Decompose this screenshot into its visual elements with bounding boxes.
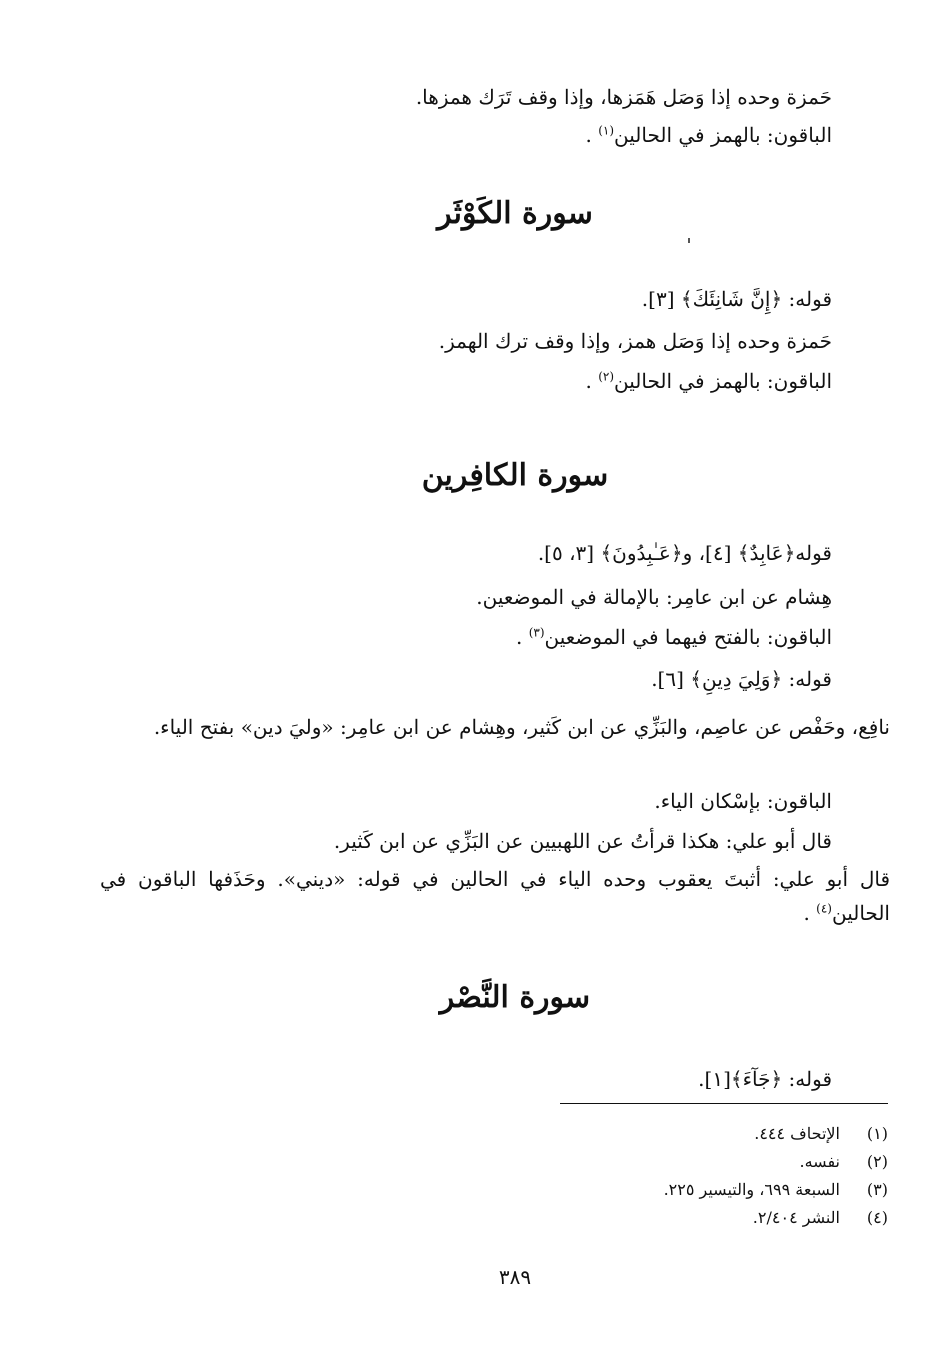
text-line: قوله﴿عَابِدٌ﴾ [٤]، و﴿عَـٰبِدُونَ﴾ [٣، ٥].	[537, 541, 832, 565]
footnote: (٤)النشر ٢/٤٠٤.	[752, 1208, 888, 1227]
text-line: قوله: ﴿إِنَّ شَانِئَكَ﴾ [٣].	[641, 287, 832, 311]
text-line: الباقون: بالفتح فيهما في الموضعين$^{(٣)}$ .	[515, 625, 832, 649]
footnote: (٣)السبعة ٦٩٩، والتيسير ٢٢٥.	[663, 1180, 888, 1199]
footnote-ref: (٣)	[528, 625, 545, 640]
ink-speck	[688, 238, 690, 243]
text-line: الباقون: بالهمز في الحالين$^{(٢)}$ .	[585, 369, 832, 393]
footnote-ref: (١)	[598, 123, 615, 138]
footnote-ref: (٤)	[816, 901, 832, 916]
text-line: قوله: ﴿وَلِيَ دِينِ﴾ [٦].	[651, 667, 832, 691]
surah-heading: سورة الكافِرين	[421, 458, 609, 493]
footnote-ref: (٢)	[598, 369, 615, 384]
page-number: ٣٨٩	[498, 1265, 532, 1289]
text-paragraph: نافِع، وحَفْص عن عاصِم، والبَزِّي عن ابن كَثير، وهِشام عن ابن عامِر: «وليَ دين» بفتح الياء.	[153, 715, 890, 739]
footnote: (٢)نفسه.	[799, 1152, 888, 1171]
text-line: قوله: ﴿جَآءَ﴾[١].	[698, 1067, 832, 1091]
text-line: الباقون: بالهمز في الحالين$^{(١)}$ .	[585, 123, 832, 147]
surah-heading: سورة الكَوْثَر	[437, 196, 593, 231]
text-paragraph: قال أبو علي: أثبتَ يعقوب وحده الياء في الحالين في قوله: «ديني». وحَذَفها الباقون في الحالين$^{(٤)}$ .	[100, 867, 890, 925]
footnote: (١)الإتحاف ٤٤٤.	[754, 1124, 888, 1143]
text-line: حَمزة وحده إذا وَصَل همز، وإذا وقف ترك الهمز.	[438, 329, 832, 353]
footnote-divider	[560, 1103, 888, 1104]
text-line: هِشام عن ابن عامِر: بالإمالة في الموضعين.	[476, 585, 832, 609]
text-line: الباقون: بإسْكان الياء.	[654, 789, 832, 813]
text-line: قال أبو علي: هكذا قرأتُ عن اللهبيين عن البَزِّي عن ابن كَثير.	[333, 829, 832, 853]
surah-heading: سورة النَّصْر	[439, 980, 591, 1015]
text-line: حَمزة وحده إذا وَصَل هَمَزها، وإذا وقف تَرَك همزها.	[415, 85, 832, 109]
